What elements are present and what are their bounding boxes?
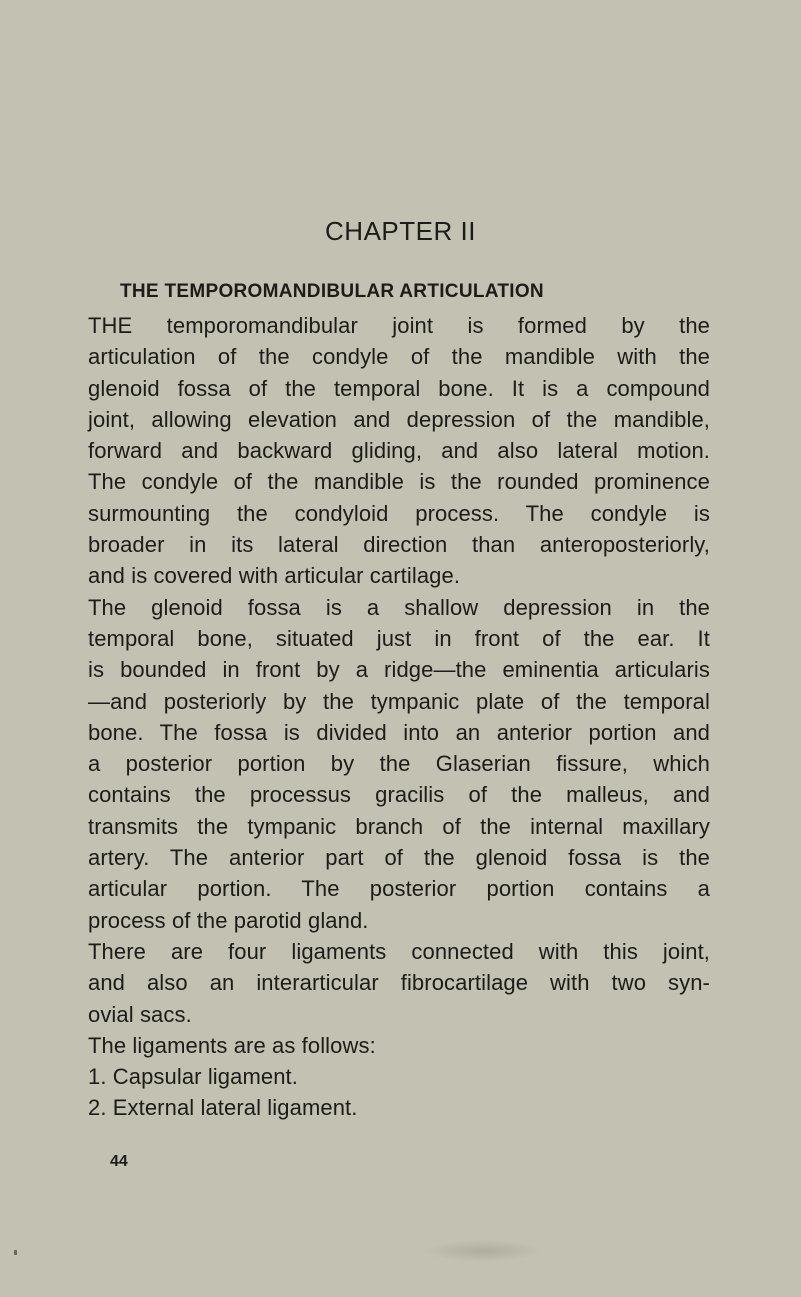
text-line: bone. The fossa is divided into an anterior portion and — [88, 719, 710, 745]
text-line: surmounting the condyloid process. The condyle is — [88, 500, 710, 526]
body-text — [88, 310, 710, 1124]
text-line: There are four ligaments connected with this joint, — [88, 938, 710, 964]
text-line: The ligaments are as follows: — [88, 1032, 376, 1058]
text-line: is bounded in front by a ridge—the eminentia articularis — [88, 657, 710, 683]
paper-smudge — [423, 1240, 543, 1262]
text-line: transmits the tympanic branch of the internal maxillary — [88, 813, 710, 839]
text-line: a posterior portion by the Glaserian fissure, which — [88, 751, 710, 777]
text-line: articulation of the condyle of the mandible with the — [88, 344, 710, 370]
chapter-heading: CHAPTER II — [325, 216, 476, 246]
text-line: The glenoid fossa is a shallow depression in the — [88, 594, 710, 620]
text-line: articular portion. The posterior portion contains a — [88, 876, 710, 902]
page-number: 44 — [110, 1153, 128, 1170]
text-line: temporal bone, situated just in front of the ear. It — [88, 625, 710, 651]
list-item: 2. External lateral ligament. — [88, 1095, 358, 1121]
text-line: artery. The anterior part of the glenoid fossa is the — [88, 845, 710, 871]
list-item: 1. Capsular ligament. — [88, 1064, 298, 1090]
text-line: —and posteriorly by the tympanic plate of the temporal — [88, 688, 710, 714]
text-line: and also an interarticular fibrocartilage with two syn- — [88, 970, 710, 996]
text-line: The condyle of the mandible is the rounded prominence — [88, 469, 710, 495]
text-line: broader in its lateral direction than anteroposteriorly, — [88, 532, 710, 558]
text-line: glenoid fossa of the temporal bone. It is a compound — [88, 375, 710, 401]
paper-speck — [14, 1250, 17, 1255]
text-line: joint, allowing elevation and depression of the mandible, — [88, 406, 710, 432]
text-line: ovial sacs. — [88, 1001, 192, 1027]
text-line: THE temporomandibular joint is formed by the — [88, 313, 710, 338]
text-line: contains the processus gracilis of the malleus, and — [88, 782, 710, 808]
section-title: THE TEMPOROMANDIBULAR ARTICULATION — [120, 281, 544, 302]
text-line: process of the parotid gland. — [88, 907, 369, 933]
text-line: and is covered with articular cartilage. — [88, 563, 461, 589]
text-line: forward and backward gliding, and also lateral motion. — [88, 438, 710, 464]
